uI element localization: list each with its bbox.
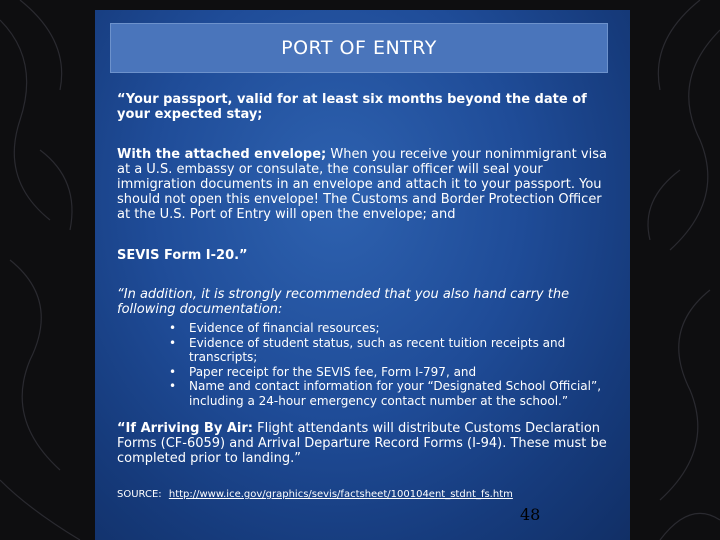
title-bar — [110, 23, 608, 73]
bullet-icon: • — [169, 335, 177, 350]
sevis-form-item: SEVIS Form I-20.” — [117, 248, 248, 263]
arriving-by-air-text: Flight attendants will distribute Customs Declaration Forms (CF-6059) and Arrival Departure Record Forms (I-94). These must be completed prior to landing.” — [117, 421, 607, 466]
list-item: • Evidence of financial resources; — [169, 321, 380, 335]
recommendation-paragraph: “In addition, it is strongly recommended that you also hand carry the following documentation: — [117, 287, 570, 317]
source-link[interactable]: http://www.ice.gov/graphics/sevis/factsheet/100104ent_stdnt_fs.htm — [168, 489, 513, 500]
documentation-list — [169, 321, 619, 408]
source-label: SOURCE: — [117, 489, 162, 500]
envelope-paragraph — [117, 147, 615, 222]
passport-requirement: “Your passport, valid for at least six months beyond the date of your expected stay; — [117, 92, 587, 122]
envelope-text: When you receive your nonimmigrant visa at a U.S. embassy or consulate, the consular officer will seal your immigration documents in an envelope and attach it to your passport. You should not open this envelope! The Customs and Border Protection Officer at the U.S. Port of Entry will open the envelope; and — [117, 147, 607, 222]
bullet-icon: • — [169, 321, 177, 335]
source-line — [117, 489, 513, 501]
list-item: • Name and contact information for your “Designated School Official”, including a 24-hour emergency contact number at the school.” — [169, 379, 602, 408]
arriving-by-air-paragraph — [117, 421, 612, 466]
arriving-by-air-heading: “If Arriving By Air: — [117, 421, 253, 436]
envelope-heading: With the attached envelope; — [117, 147, 327, 162]
bullet-icon: • — [169, 379, 177, 393]
bullet-icon: • — [169, 364, 177, 379]
page-number: 48 — [520, 505, 541, 524]
page-title: PORT OF ENTRY — [281, 37, 437, 59]
list-item: • Paper receipt for the SEVIS fee, Form I-797, and — [169, 364, 477, 379]
list-item: • Evidence of student status, such as recent tuition receipts and transcripts; — [169, 335, 566, 364]
